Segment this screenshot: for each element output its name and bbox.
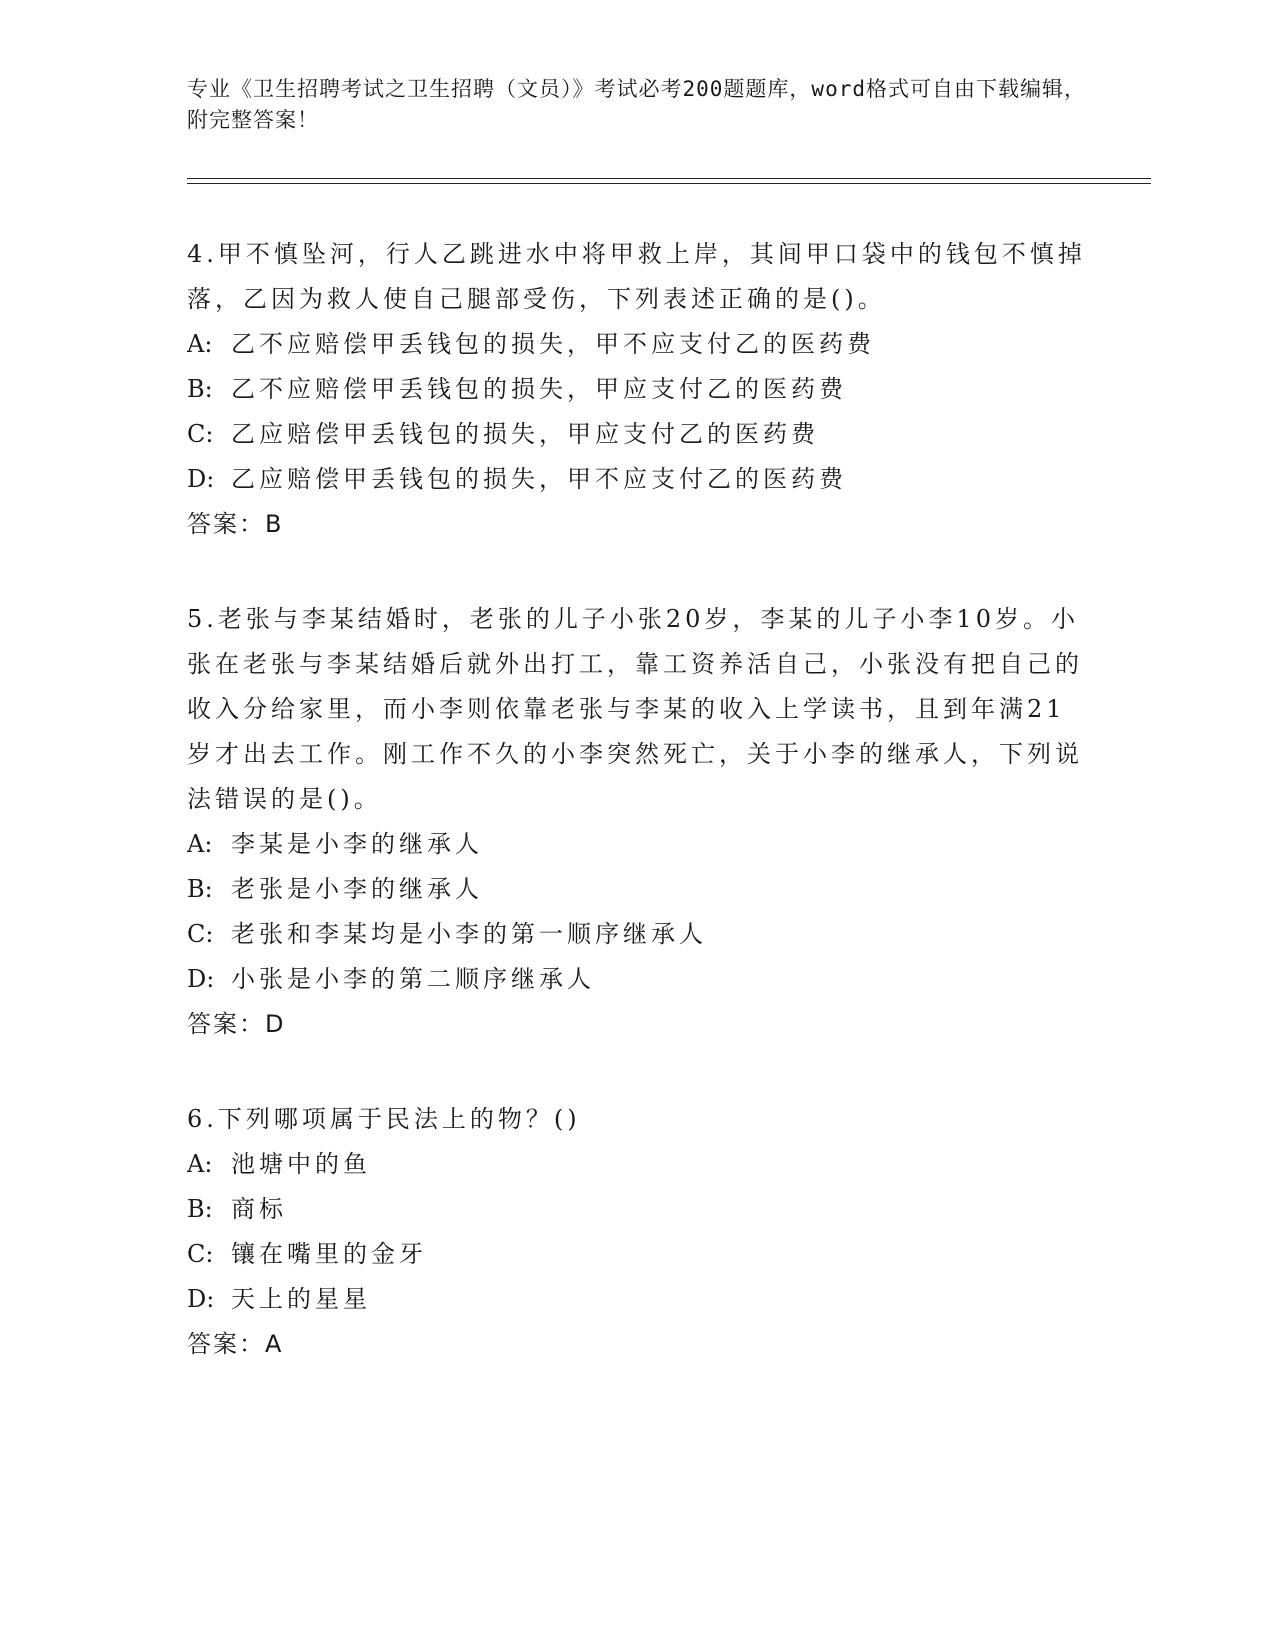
question-stem: 4.甲不慎坠河，行人乙跳进水中将甲救上岸，其间甲口袋中的钱包不慎掉落，乙因为救人使自己腿部受伤，下列表述正确的是()。 [187,240,1086,313]
question-4 [187,232,1087,547]
option-text: 李某是小李的继承人 [231,830,483,858]
option-a [187,322,1087,367]
option-b [187,1187,1087,1232]
option-c [187,412,1087,457]
option-key: B: [187,1195,213,1223]
question-stem: 5.老张与李某结婚时，老张的儿子小张20岁，李某的儿子小李10岁。小张在老张与李某结婚后就外出打工，靠工资养活自己，小张没有把自己的收入分给家里，而小李则依靠老张与李某的收入上学读书，且到年满21岁才出去工作。刚工作不久的小李突然死亡，关于小李的继承人，下列说法错误的是()。 [187,605,1083,813]
option-text: 老张是小李的继承人 [231,875,483,903]
option-key: D: [187,965,215,993]
option-c [187,912,1087,957]
answer: 答案：D [187,1010,286,1038]
option-text: 乙应赔偿甲丢钱包的损失，甲不应支付乙的医药费 [231,465,847,493]
option-key: C: [187,420,214,448]
option-text: 池塘中的鱼 [231,1150,371,1178]
option-c [187,1232,1087,1277]
option-text: 老张和李某均是小李的第一顺序继承人 [231,920,707,948]
option-d [187,1277,1087,1322]
header-divider-top [187,178,1151,179]
header-divider-bottom [187,183,1151,184]
answer: 答案：A [187,1330,284,1358]
option-text: 商标 [231,1195,287,1223]
option-key: C: [187,920,214,948]
option-key: B: [187,875,213,903]
question-5 [187,597,1087,1047]
answer: 答案：B [187,510,284,538]
option-a [187,1142,1087,1187]
option-b [187,367,1087,412]
option-key: D: [187,1285,215,1313]
question-6 [187,1097,1087,1367]
option-key: A: [187,330,213,358]
option-d [187,457,1087,502]
option-d [187,957,1087,1002]
option-key: B: [187,375,213,403]
option-key: A: [187,1150,213,1178]
document-header: 专业《卫生招聘考试之卫生招聘（文员）》考试必考200题题库，word格式可自由下载编辑，附完整答案！ [187,77,1086,132]
option-text: 乙应赔偿甲丢钱包的损失，甲应支付乙的医药费 [231,420,819,448]
option-text: 乙不应赔偿甲丢钱包的损失，甲不应支付乙的医药费 [231,330,875,358]
option-text: 镶在嘴里的金牙 [231,1240,427,1268]
option-text: 乙不应赔偿甲丢钱包的损失，甲应支付乙的医药费 [231,375,847,403]
option-key: A: [187,830,213,858]
option-key: D: [187,465,215,493]
option-a [187,822,1087,867]
question-stem: 6.下列哪项属于民法上的物？() [187,1105,581,1133]
option-key: C: [187,1240,214,1268]
option-text: 天上的星星 [231,1285,371,1313]
option-text: 小张是小李的第二顺序继承人 [231,965,595,993]
option-b [187,867,1087,912]
